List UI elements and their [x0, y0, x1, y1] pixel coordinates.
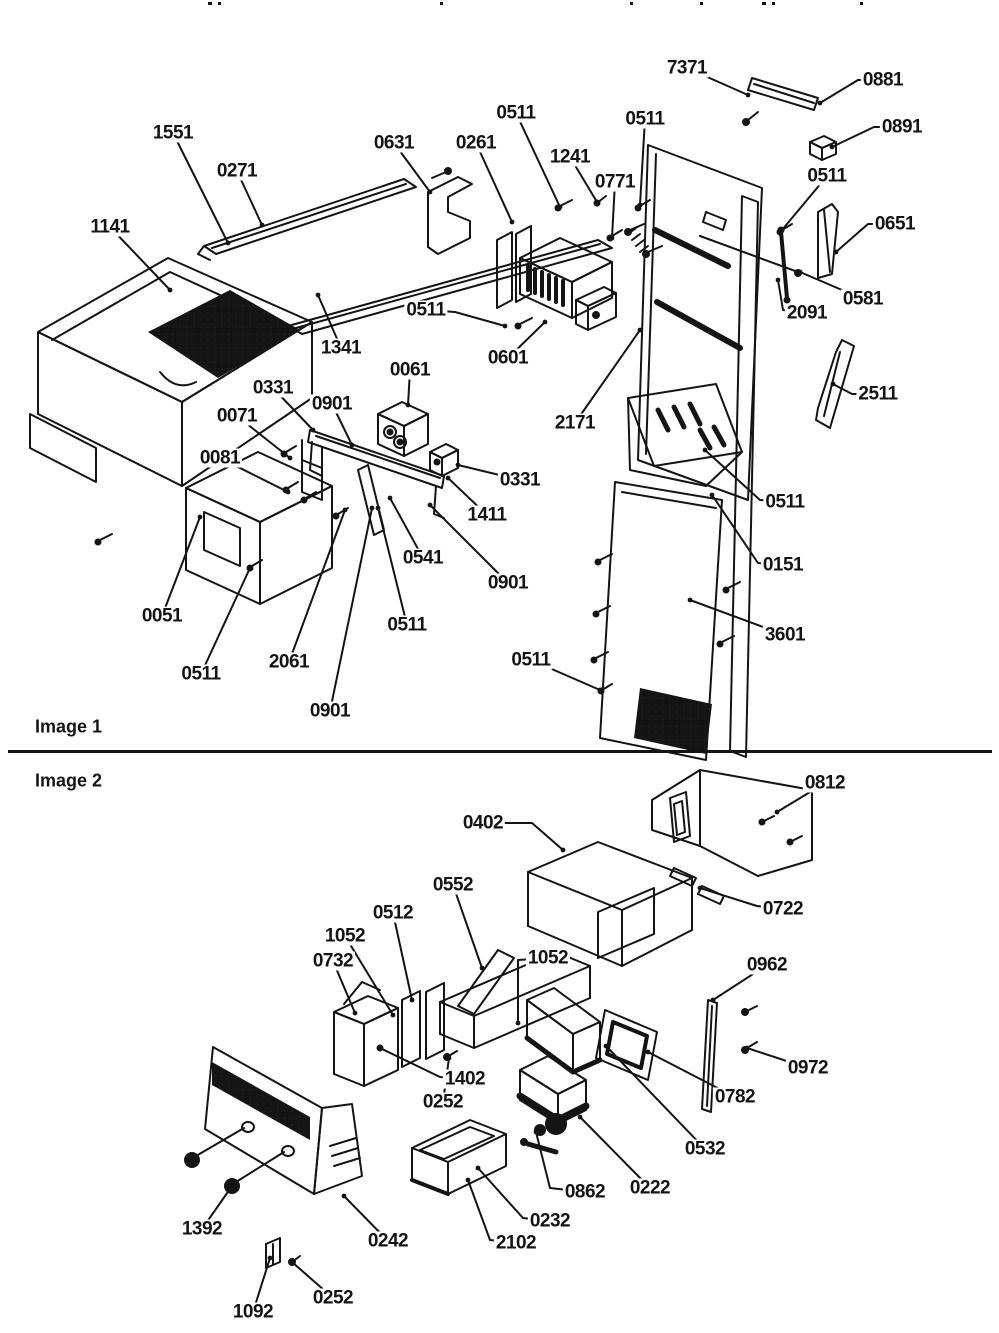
- part-callout: 1052: [324, 925, 366, 947]
- part-callout: 0511: [807, 165, 847, 187]
- part-callout: 1052: [527, 947, 569, 969]
- section-title-image2: Image 2: [35, 770, 103, 791]
- part-callout: 0511: [496, 102, 536, 124]
- part-callout: 0242: [367, 1230, 409, 1252]
- part-callout: 1141: [90, 216, 130, 238]
- part-callout: 1411: [467, 504, 507, 526]
- part-callout: 0222: [629, 1177, 671, 1199]
- part-callout: 0601: [487, 347, 529, 369]
- part-callout: 0511: [511, 649, 551, 671]
- display-panel-drawing: [184, 1047, 362, 1194]
- part-callout: 0151: [762, 554, 804, 576]
- part-callout: 0511: [387, 614, 427, 636]
- part-callout: 0271: [216, 160, 258, 182]
- part-callout: 2511: [858, 383, 898, 405]
- cover-box-drawing: [96, 452, 333, 604]
- part-callout: 0232: [529, 1210, 571, 1232]
- part-callout: 0722: [762, 898, 804, 920]
- part-callout: 0331: [252, 377, 294, 399]
- part-callout: 0732: [312, 950, 354, 972]
- part-callout: 0252: [312, 1287, 354, 1309]
- part-callout: 0081: [199, 447, 241, 469]
- part-callout: 0631: [373, 132, 415, 154]
- part-callout: 0331: [499, 469, 541, 491]
- part-callout: 0891: [881, 116, 923, 138]
- part-callout: 0511: [181, 663, 221, 685]
- part-callout: 0581: [842, 288, 884, 310]
- part-callout: 1241: [549, 146, 591, 168]
- part-callout: 0782: [714, 1086, 756, 1108]
- part-callout: 2171: [554, 412, 596, 434]
- part-callout: 0552: [432, 874, 474, 896]
- part-callout: 1341: [320, 337, 362, 359]
- part-callout: 0511: [625, 108, 665, 130]
- side-strips-drawing: [700, 204, 854, 428]
- part-callout: 1402: [444, 1068, 486, 1090]
- part-callout: 0901: [309, 700, 351, 722]
- part-callout: 0511: [765, 491, 805, 513]
- part-callout: 0771: [594, 171, 636, 193]
- part-callout: 0071: [216, 405, 258, 427]
- part-callout: 0962: [746, 954, 788, 976]
- part-callout: 0972: [787, 1057, 829, 1079]
- part-callout: 1092: [232, 1301, 274, 1323]
- box-0532-drawing: [527, 988, 600, 1072]
- part-callout: 1392: [181, 1218, 223, 1240]
- part-callout: 0881: [862, 69, 904, 91]
- part-callout: 0252: [422, 1091, 464, 1113]
- bracket-0812-drawing: [652, 770, 812, 876]
- part-callout: 0901: [311, 393, 353, 415]
- part-callout: 0532: [684, 1138, 726, 1160]
- part-callout: 0402: [462, 812, 504, 834]
- part-callout: 0512: [372, 902, 414, 924]
- ice-bin-drawing: [30, 258, 312, 486]
- top-strip-7371-drawing: [743, 78, 818, 125]
- louver-shelf-drawing: [628, 384, 742, 486]
- part-callout: 0651: [874, 213, 916, 235]
- part-callout: 0511: [406, 299, 446, 321]
- part-callout: 0901: [487, 572, 529, 594]
- section-title-image1: Image 1: [35, 716, 103, 737]
- part-callout: 2091: [786, 302, 828, 324]
- part-callout: 3601: [764, 624, 806, 646]
- section-divider: [8, 750, 992, 753]
- part-callout: 0061: [389, 359, 431, 381]
- part-callout: 0541: [402, 547, 444, 569]
- part-callout: 2061: [268, 651, 310, 673]
- part-callout: 2102: [495, 1232, 537, 1254]
- bottom-panel-drawing: [592, 482, 741, 760]
- part-callout: 0812: [804, 772, 846, 794]
- bracket-0631-drawing: [428, 177, 472, 254]
- part-callout: 0261: [455, 132, 497, 154]
- part-callout: 0862: [564, 1181, 606, 1203]
- scan-artifacts: [208, 2, 863, 5]
- part-callout: 1551: [152, 122, 194, 144]
- part-callout: 7371: [666, 57, 708, 79]
- part-callout: 0051: [141, 605, 183, 627]
